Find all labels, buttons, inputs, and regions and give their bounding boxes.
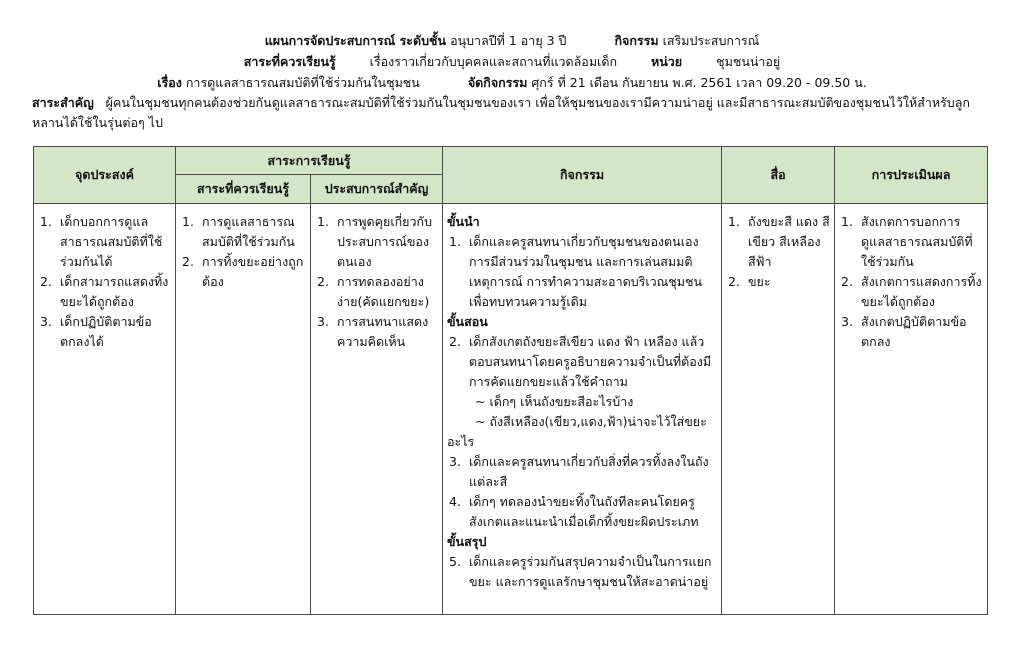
schedule-label: จัดกิจกรรม	[467, 75, 528, 90]
evaluation-list	[839, 212, 983, 352]
header-media: สื่อ	[722, 147, 835, 204]
evaluation-cell	[835, 204, 988, 615]
question-1: ~ เด็กๆ เห็นถังขยะสีอะไรบ้าง	[475, 394, 634, 409]
objectives-list	[38, 212, 171, 352]
list-item: 3. การสนทนาแสดงความคิดเห็น	[317, 314, 429, 349]
header-learning: สาระการเรียนรู้	[176, 147, 443, 175]
list-item: 5. เด็กและครูร่วมกันสรุปความจำเป็นในการแยกขยะ และการดูแลรักษาชุมชนให้สะอาดน่าอยู่	[449, 554, 712, 589]
list-item: 2. เด็กสังเกตถังขยะสีเขียว แดง ฟ้า เหลือง แล้วตอบสนทนาโดยครูอธิบายความจำเป็นที่ต้องมีการคัดแยกขยะแล้วใช้คำถาม	[449, 334, 712, 389]
topic-value: การดูแลสาธารณสมบัติที่ใช้ร่วมกันในชุมชน	[185, 75, 420, 90]
question-2: ~ ถังสีเหลือง(เขียว,แดง,ฟ้า)น่าจะไว้ใส่ขยะ	[475, 414, 707, 429]
main-step-title: ขั้นสอน	[447, 314, 488, 329]
header-activities: กิจกรรม	[443, 147, 722, 204]
media-cell	[722, 204, 835, 615]
header-learning-content: สาระที่ควรเรียนรู้	[176, 175, 311, 204]
activity-type-value: เสริมประสบการณ์	[662, 33, 760, 48]
list-item: 1. เด็กและครูสนทนาเกี่ยวกับชุมชนของตนเองการมีส่วนร่วมในชุมชน และการเล่นสมมติเหตุการณ์ การทำความสะอาดบริเวณชุมชนเพื่อทบทวนความรู้เดิม	[449, 234, 702, 309]
content-list	[180, 212, 306, 292]
unit-label: หน่วย	[651, 54, 683, 69]
list-item: 2. เด็กสามารถแสดงทิ้งขยะได้ถูกต้อง	[40, 274, 169, 309]
schedule-value: ศุกร์ ที่ 21 เดือน กันยายน พ.ศ. 2561 เวลา 09.20 - 09.50 น.	[531, 75, 867, 90]
list-item: 3. เด็กปฏิบัติตามข้อตกลงได้	[40, 314, 152, 349]
header-line-1	[0, 30, 1024, 51]
essence-text: ผู้คนในชุมชนทุกคนต้องช่วยกันดูแลสาธารณะสมบัติที่ใช้ร่วมกันในชุมชนของเรา เพื่อให้ชุมชนของเรามีความน่าอยู่ และมีสาธารณะสมบัติของชุมชนไว้ให้สำหรับลูกหลานได้ใช้ในรุ่นต่อๆ ไป	[32, 95, 970, 130]
essence-paragraph	[32, 93, 992, 133]
objectives-cell	[34, 204, 176, 615]
header-objectives: จุดประสงค์	[34, 147, 176, 204]
list-item: 2. ขยะ	[728, 274, 771, 289]
header-key-experiences: ประสบการณ์สำคัญ	[311, 175, 443, 204]
list-item: 1. การดูแลสาธารณสมบัติที่ใช้ร่วมกัน	[182, 214, 295, 249]
list-item: 2. การทดลองอย่างง่าย(คัดแยกขยะ)	[317, 274, 430, 309]
list-item: 3. สังเกตปฏิบัติตามข้อตกลง	[841, 314, 967, 349]
header-evaluation: การประเมินผล	[835, 147, 988, 204]
plan-level-value: อนุบาลปีที่ 1 อายุ 3 ปี	[450, 33, 567, 48]
list-item: 2. สังเกตการแสดงการทิ้งขยะได้ถูกต้อง	[841, 274, 982, 309]
subject-value: เรื่องราวเกี่ยวกับบุคคลและสถานที่แวดล้อมเด็ก	[369, 54, 618, 69]
list-item: 2. การทิ้งขยะอย่างถูกต้อง	[182, 254, 304, 289]
lesson-plan-table	[33, 146, 988, 615]
question-2-tail: อะไร	[447, 434, 475, 449]
activity-type-label: กิจกรรม	[614, 33, 659, 48]
key-experiences-cell	[311, 204, 443, 615]
list-item: 1. เด็กบอกการดูแลสาธารณสมบัติที่ใช้ร่วมกันได้	[40, 214, 163, 269]
plan-level-label: แผนการจัดประสบการณ์ ระดับชั้น	[264, 33, 447, 48]
learning-content-cell	[176, 204, 311, 615]
list-item: 1. ถังขยะสี แดง สีเขียว สีเหลือง สีฟ้า	[728, 214, 830, 269]
unit-value: ชุมชนน่าอยู่	[716, 54, 781, 69]
summary-step-title: ขั้นสรุป	[447, 534, 487, 549]
media-list	[726, 212, 830, 292]
list-item: 3. เด็กและครูสนทนาเกี่ยวกับสิ่งที่ควรทิ้งลงในถังแต่ละสี	[449, 454, 709, 489]
essence-label: สาระสำคัญ	[32, 95, 94, 110]
list-item: 4. เด็กๆ ทดลองนำขยะทิ้งในถังทีละคนโดยครูสังเกตและแนะนำเมื่อเด็กทิ้งขยะผิดประเภท	[449, 494, 699, 529]
subject-label: สาระที่ควรเรียนรู้	[243, 54, 336, 69]
header-line-3	[0, 72, 1024, 93]
experiences-list	[315, 212, 438, 352]
activities-cell	[443, 204, 722, 615]
topic-label: เรื่อง	[157, 75, 182, 90]
plan-header	[0, 30, 1024, 93]
intro-step-title: ขั้นนำ	[447, 214, 480, 229]
header-line-2	[0, 51, 1024, 72]
list-item: 1. การพูดคุยเกี่ยวกับประสบการณ์ของตนเอง	[317, 214, 433, 269]
list-item: 1. สังเกตการบอกการดูแลสาธารณสมบัติที่ใช้ร่วมกัน	[841, 214, 973, 269]
